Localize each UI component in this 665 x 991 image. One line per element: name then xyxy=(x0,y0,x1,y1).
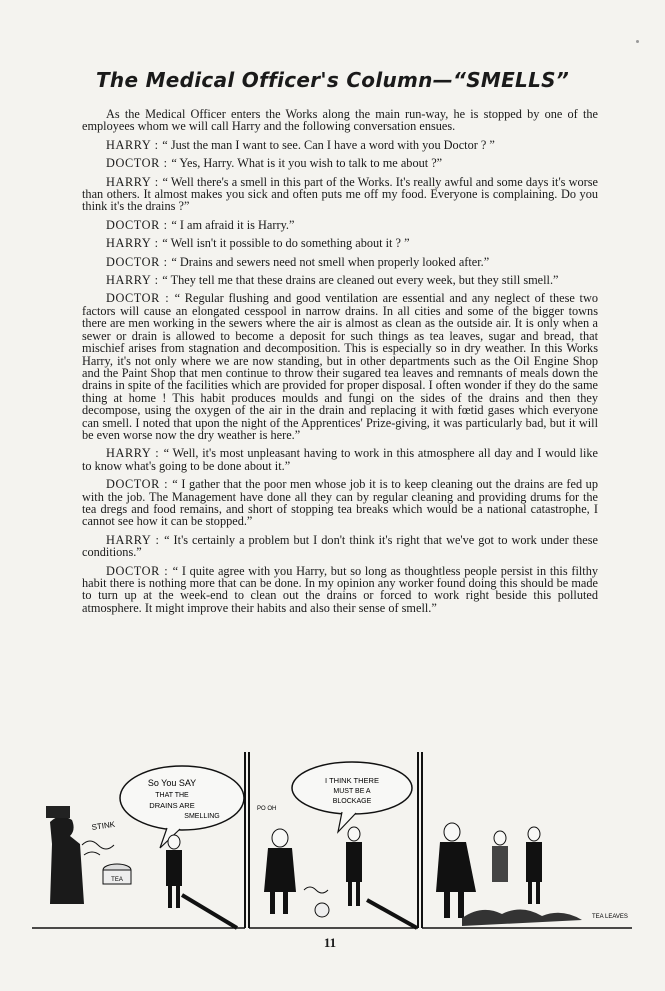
doctor-figure-2 xyxy=(346,842,362,882)
cartoon-panel-2 xyxy=(249,762,418,928)
paragraph xyxy=(82,292,598,441)
smell-label: PO OH xyxy=(257,806,277,812)
paragraph xyxy=(82,565,598,615)
worker-figure-1 xyxy=(50,816,84,904)
drain-1 xyxy=(182,895,237,928)
stink-label: STINK xyxy=(91,819,116,832)
svg-text:TEA: TEA xyxy=(111,877,123,883)
paragraph-text: “ It's certainly a problem but I don't think it's right that we've got to work under these conditions.” xyxy=(82,532,598,560)
speaker-label: HARRY : xyxy=(106,273,163,288)
doctor-figure-3 xyxy=(526,842,542,882)
bubble-2-line-1: I THINK THERE xyxy=(325,776,379,785)
paragraph xyxy=(82,219,598,231)
paragraph-text: “ They tell me that these drains are cleaned out every week, but they still smell.” xyxy=(162,273,559,288)
paragraph-text: “ Yes, Harry. What is it you wish to talk to me about ?” xyxy=(171,156,443,171)
speaker-label: DOCTOR : xyxy=(106,477,173,492)
paragraph xyxy=(82,157,598,169)
paragraph xyxy=(82,176,598,213)
paragraph xyxy=(82,447,598,472)
drain-2 xyxy=(367,900,417,928)
bubble-1-line-2: THAT THE xyxy=(155,792,189,799)
worker-figure-2 xyxy=(264,848,296,892)
speaker-label: DOCTOR : xyxy=(106,217,172,232)
paragraph-text: “ I gather that the poor men whose job it is to keep cleaning out the drains are fed up with the job. The Management have done all they can by regular cleaning and providing drums for the tea dregs and food remains, and short of stopping tea breaks which would be a national catastrophe, I cannot see how it can be stopped.” xyxy=(82,477,598,529)
paragraph-text: “ Well, it's most unpleasant having to work in this atmosphere all day and I would like to know what's going to be done about it.” xyxy=(82,446,598,473)
bubble-2-line-3: BLOCKAGE xyxy=(332,798,372,805)
speaker-label: DOCTOR : xyxy=(106,563,173,578)
speaker-label: HARRY : xyxy=(106,174,163,189)
speaker-label: HARRY : xyxy=(106,446,164,461)
cartoon-panel-3 xyxy=(422,823,632,928)
doctor-figure-1-head xyxy=(168,835,180,849)
page-number: 11 xyxy=(323,935,337,950)
speaker-label: HARRY : xyxy=(106,137,163,152)
bubble-1-line-3: DRAINS ARE xyxy=(149,801,195,810)
paragraph-text: “ Just the man I want to see. Can I have a word with you Doctor ? ” xyxy=(162,137,495,152)
paragraph-text: “ Regular flushing and good ventilation are essential and any neglect of these two factors will cause an elongated cesspool in narrow drains. In all cities and some of the bigger towns there are men working in the sewers where the air is almost as clean as the outside air. It is only when a sewer or drain is allowed to become a deposit for such things as tea leaves, sugar and bread, that mischief arises from stagnation and decomposition. This is especially so in dry weather. In this Works Harry, it's not only where we are now standing, but in other departments such as the Oil Engine Shop and the Paint Shop that men continue to throw their sugared tea leaves and remnants of meals down the drains in spite of the facilities which are provided for proper disposal. I often wonder if they do the same thing at home ! This habit produces moulds and fungi on the sides of the drains and then they decompose, using the oxygen of the air in the drain and replacing it with fœtid gases which everyone can smell. I noted that upon the night of the Apprentices' Prize-giving, it was particularly bad, but it will be even worse now the dry weather is here.” xyxy=(82,291,598,442)
paragraph xyxy=(82,256,598,268)
speaker-label: HARRY : xyxy=(106,236,163,251)
speaker-label: DOCTOR : xyxy=(106,291,175,306)
speaker-label: DOCTOR : xyxy=(106,254,172,269)
paragraph xyxy=(82,139,598,151)
speaker-label: DOCTOR : xyxy=(106,156,172,171)
paragraph-text: “ Well isn't it possible to do something about it ? ” xyxy=(162,236,410,251)
paragraph-text: “ I quite agree with you Harry, but so long as thoughtless people persist in this filthy habit there is nothing more that can be done. In my opinion any worker found doing this should be made to turn up at the week-end to clean out the drains or forced to work right beside this polluted atmosphere. It might improve their habits and also their sense of smell.” xyxy=(82,563,598,615)
paragraph xyxy=(82,534,598,559)
paragraph xyxy=(82,478,598,528)
paragraph-text: “ Drains and sewers need not smell when properly looked after.” xyxy=(171,254,490,269)
bubble-2-line-2: MUST BE A xyxy=(333,788,371,795)
bubble-1-line-1: So You SAY xyxy=(147,778,197,788)
cartoon-panel-1 xyxy=(32,766,245,928)
paragraph-text: As the Medical Officer enters the Works along the main run-way, he is stopped by one of the employees whom we will call Harry and the following conversation ensues. xyxy=(82,107,598,134)
doctor-figure-1 xyxy=(166,850,182,886)
tea-leaves-label: TEA LEAVES xyxy=(592,914,628,920)
paragraph-text: “ Well there's a smell in this part of the Works. It's really awful and some days it's worse than others. It almost makes you sick and often puts me off my food. Everyone is complaining. Do you think it's the drains ?” xyxy=(82,174,598,214)
article-body xyxy=(82,108,598,620)
worker-figure-3 xyxy=(436,842,476,892)
paragraph-text: “ I am afraid it is Harry.” xyxy=(171,217,295,232)
speaker-label: HARRY : xyxy=(106,532,165,547)
tea-leaves-pile xyxy=(462,909,582,926)
paragraph xyxy=(82,237,598,249)
bystander-figure xyxy=(492,846,508,882)
paragraph xyxy=(82,108,598,133)
cartoon-strip xyxy=(32,750,632,935)
bubble-1-line-4: SMELLING xyxy=(184,813,220,820)
paragraph xyxy=(82,274,598,286)
page-title: The Medical Officer's Column—“SMELLS” xyxy=(95,68,570,92)
paper-speck xyxy=(636,40,639,43)
